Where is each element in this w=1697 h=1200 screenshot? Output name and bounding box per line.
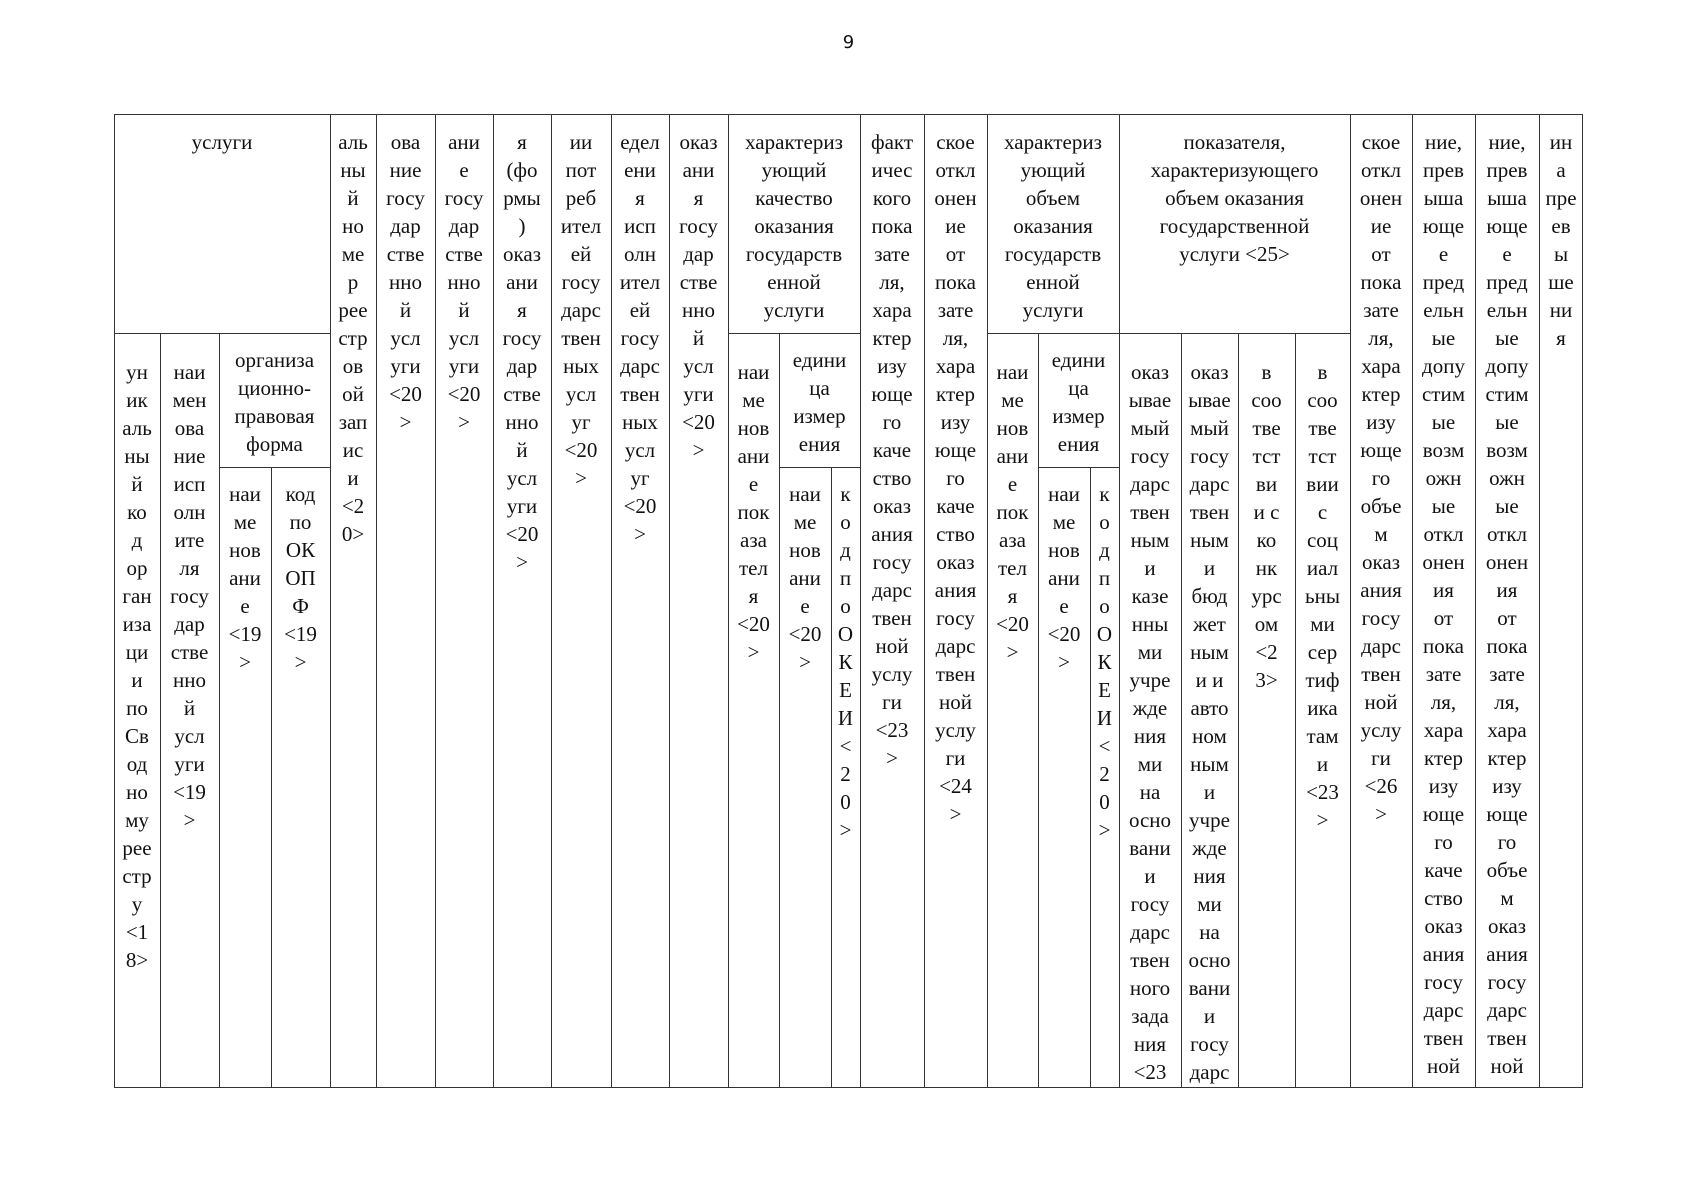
leaf-volume-okei: к о д п о О К Е И < 2 0 >	[1096, 482, 1113, 842]
subheader-legal-form: организа ционно- правовая форма	[234, 348, 315, 456]
header-service-form: я (фо рмы ) оказ ани я госу дар стве нно й усл уги <20 >	[502, 130, 542, 574]
header-service-content: ани е госу дар стве нно й усл уги <20 >	[444, 130, 484, 434]
subheader-certificates: в соо тве тст вии с соц иал ьны ми сер тиф ика там и <23 >	[1305, 360, 1340, 832]
leaf-legal-okopf: код по ОК ОП Ф <19 >	[284, 482, 317, 674]
page-number: 9	[842, 32, 855, 53]
header-exceed-quality: ние, прев ыша юще е пред ельн ые допу стим ые возм ожн ые откл онен ия от пока зате ля, хара ктер изу юще го каче ство оказ ания госу дарс твен ной	[1421, 130, 1466, 1078]
subheader-competition: в соо тве тст ви и с ко нк урс ом <2 3>	[1251, 360, 1282, 692]
subheader-executor-name: наи мен ова ние исп олн ите ля госу дар стве нно й усл уги <19 >	[170, 360, 209, 832]
header-actual-quality: факт ичес кого пока зате ля, хара ктер изу юще го каче ство оказ ания госу дарс твен ной услу ги <23 >	[870, 130, 914, 770]
header-volume-value: показателя, характеризующего объем оказания государственной услуги <25>	[1150, 130, 1319, 266]
leaf-quality-unit-name: наи ме нов ани е <20 >	[788, 482, 822, 674]
subheader-budget-auto: оказ ывае мый госу дарс твен ным и бюд жет ным и и авто ном ным и учре жде ния ми на осно вани и госу дарс	[1188, 360, 1231, 1084]
header-exceed-reason: ин а пре ев ы ше ни я	[1545, 130, 1577, 350]
header-volume-indicator: характериз ующий объем оказания государств енной услуги	[1004, 130, 1102, 322]
subheader-quality-unit: едини ца измер ения	[792, 348, 847, 456]
subheader-gov-task: оказ ывае мый госу дарс твен ным и казе нны ми учре жде ния ми на осно вани и госу дарс твен ного зада ния <23	[1128, 360, 1172, 1084]
subheader-quality-name: наи ме нов ани е пок аза тел я <20 >	[737, 360, 770, 664]
header-volume-deviation: ское откл онен ие от пока зате ля, хара ктер изу юще го объе м оказ ания госу дарс твен ной услу ги <26 >	[1359, 130, 1403, 826]
subheader-volume-unit: едини ца измер ения	[1051, 348, 1106, 456]
header-quality-deviation: ское откл онен ие от пока зате ля, хара ктер изу юще го каче ство оказ ания госу дарс твен ной услу ги <24 >	[934, 130, 977, 826]
header-exceed-volume: ние, прев ыша юще е пред ельн ые допу стим ые возм ожн ые откл онен ия от пока зате ля, хара ктер изу юще го объе м оказ ания госу дарс твен ной	[1485, 130, 1529, 1078]
leaf-volume-unit-name: наи ме нов ани е <20 >	[1047, 482, 1081, 674]
leaf-quality-okei: к о д п о О К Е И < 2 0 >	[837, 482, 854, 842]
leaf-legal-name: наи ме нов ани е <19 >	[228, 482, 262, 674]
header-service-name: ова ние госу дар стве нно й усл уги <20 >	[386, 130, 425, 434]
header-service: услуги	[191, 130, 253, 154]
header-executor-selection: едел ени я исп олн ител ей госу дарс твен ных усл уг <20 >	[619, 130, 661, 546]
subheader-unique-code: ун ик аль ны й ко д ор ган иза ци и по Св од но му рее стр у <1 8>	[122, 360, 152, 972]
header-service-provision: оказ ани я госу дар стве нно й усл уги <20 >	[679, 130, 718, 462]
header-consumers: ии пот реб ител ей госу дарс твен ных усл уг <20 >	[560, 130, 602, 490]
header-quality-indicator: характериз ующий качество оказания государств енной услуги	[745, 130, 843, 322]
subheader-volume-name: наи ме нов ани е пок аза тел я <20 >	[996, 360, 1029, 664]
header-registry-number: аль ны й но ме р рее стр ов ой зап ис и <2 0>	[338, 130, 368, 546]
